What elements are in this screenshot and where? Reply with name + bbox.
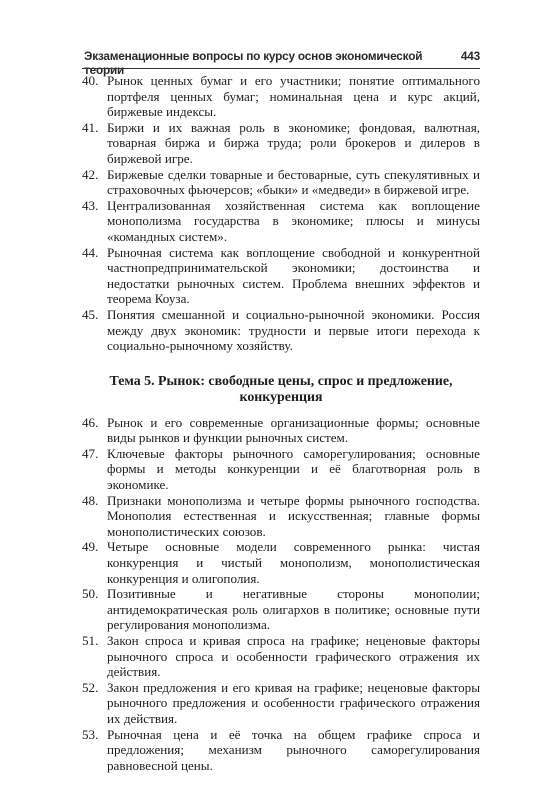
question-item xyxy=(82,446,480,493)
question-number: 42. xyxy=(82,166,99,182)
running-header xyxy=(84,49,480,77)
question-number: 48. xyxy=(82,492,99,508)
question-list-top xyxy=(82,73,480,354)
question-text: Ключевые факторы рыночного саморегулирования; основные формы и методы конкуренции и её благотворная роль в экономике. xyxy=(107,445,480,493)
question-item xyxy=(82,633,480,680)
question-number: 44. xyxy=(82,244,99,260)
question-number: 41. xyxy=(82,119,99,135)
question-number: 47. xyxy=(82,445,99,461)
question-number: 49. xyxy=(82,539,99,555)
question-text: Рынок и его современные организационные формы; основные виды рынков и функции рыночных систем. xyxy=(107,414,480,446)
page-content xyxy=(82,73,480,773)
question-text: Рынок ценных бумаг и его участники; понятие оптимального портфеля ценных бумаг; номинальная цена и курс акций, биржевые индексы. xyxy=(107,73,480,120)
question-text: Рыночная система как воплощение свободной и конкурентной частнопредпринимательской экономики; достоинства и недостатки рыночных систем. Проблема внешних эффектов и теорема Коуза. xyxy=(107,244,480,307)
question-text: Закон спроса и кривая спроса на графике; неценовые факторы рыночного спроса и особенности графического отражения их действия. xyxy=(107,633,480,680)
question-item xyxy=(82,493,480,540)
question-item xyxy=(82,245,480,307)
question-text: Централизованная хозяйственная система как воплощение монополизма государства в экономике; плюсы и минусы «командных систем». xyxy=(107,197,480,244)
question-number: 40. xyxy=(82,73,99,88)
question-text: Биржи и их важная роль в экономике; фондовая, валютная, товарная биржа и биржа труда; роли брокеров и дилеров в биржевой игре. xyxy=(107,119,480,166)
question-text: Понятия смешанной и социально-рыночной экономики. Россия между двух экономик: трудности и первые итоги перехода к социально-рыночному хозяйству. xyxy=(107,306,480,354)
question-item xyxy=(82,415,480,446)
question-item xyxy=(82,167,480,198)
question-item xyxy=(82,198,480,245)
question-item xyxy=(82,73,480,120)
question-number: 51. xyxy=(82,633,99,648)
question-number: 43. xyxy=(82,197,99,213)
question-number: 46. xyxy=(82,414,99,430)
header-rule xyxy=(82,68,480,69)
question-item xyxy=(82,539,480,586)
question-item xyxy=(82,307,480,354)
question-item xyxy=(82,727,480,774)
question-number: 52. xyxy=(82,679,99,695)
question-text: Позитивные и негативные стороны монополии; антидемократическая роль олигархов в политике; основные пути регулирования монополизма. xyxy=(107,586,480,633)
question-number: 53. xyxy=(82,726,99,742)
page-number: 443 xyxy=(460,49,480,63)
question-text: Биржевые сделки товарные и бестоварные, суть спекулятивных и страховочных фьючерсов; «быки» и «медведи» в биржевой игре. xyxy=(107,166,480,198)
question-list-bottom xyxy=(82,415,480,774)
question-number: 50. xyxy=(82,586,99,602)
question-item xyxy=(82,120,480,167)
question-item xyxy=(82,586,480,633)
section-heading: Тема 5. Рынок: свободные цены, спрос и предложение, конкуренция xyxy=(109,373,453,405)
question-text: Четыре основные модели современного рынка: чистая конкуренция и чистый монополизм, монополистическая конкуренция и олигополия. xyxy=(107,539,480,586)
question-text: Рыночная цена и её точка на общем графике спроса и предложения; механизм рыночного саморегулирования равновесной цены. xyxy=(107,726,480,773)
question-text: Признаки монополизма и четыре формы рыночного господства. Монополия естественная и искусственная; главные формы монополистических союзов. xyxy=(107,492,480,539)
question-number: 45. xyxy=(82,306,99,322)
question-text: Закон предложения и его кривая на графике; неценовые факторы рыночного предложения и особенности графического отражения их действия. xyxy=(107,679,480,726)
question-item xyxy=(82,680,480,727)
running-header-title: Экзаменационные вопросы по курсу основ экономической теории xyxy=(84,49,423,77)
